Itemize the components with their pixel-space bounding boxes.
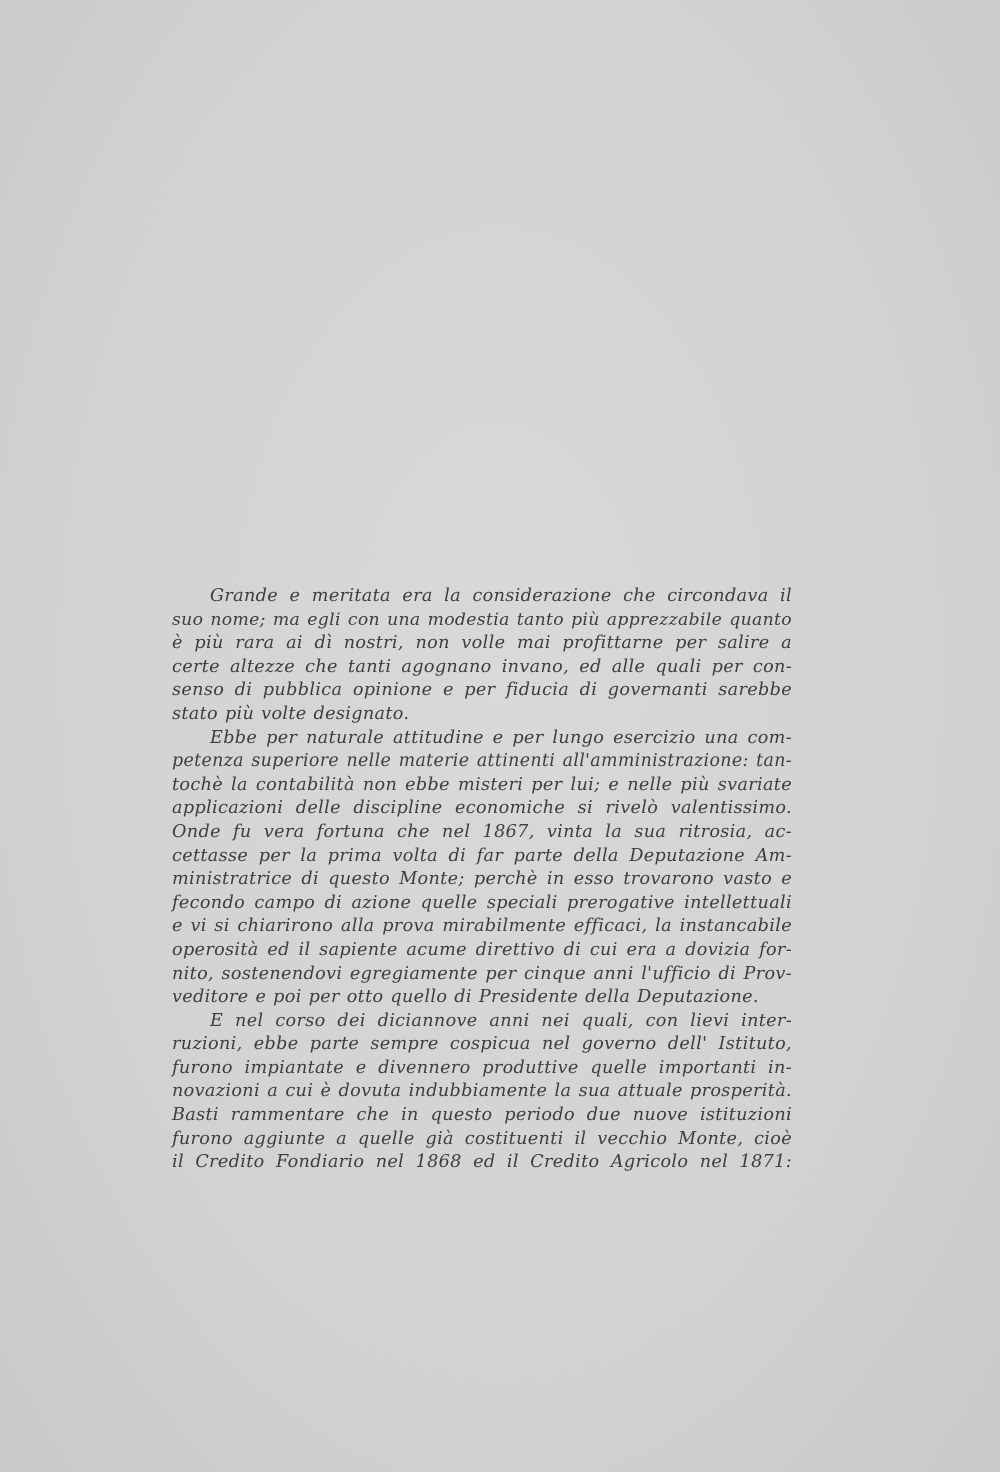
text-line: il Credito Fondiario nel 1868 ed il Credito Agricolo nel 1871: xyxy=(172,1152,792,1173)
text-line: furono impiantate e divennero produttive quelle importanti in- xyxy=(172,1057,792,1078)
text-line: Basti rammentare che in questo periodo due nuove istituzioni xyxy=(172,1105,792,1126)
text-line: senso di pubblica opinione e per fiducia di governanti sarebbe xyxy=(172,680,792,701)
text-line: ministratrice di questo Monte; perchè in esso trovarono vasto e xyxy=(172,869,792,890)
text-line: applicazioni delle discipline economiche si rivelò valentissimo. xyxy=(172,798,792,819)
text-line: operosità ed il sapiente acume direttivo di cui era a dovizia for- xyxy=(172,939,792,960)
paragraph-3 xyxy=(172,1010,792,1175)
text-line: stato più volte designato. xyxy=(172,703,410,724)
paragraph-1 xyxy=(172,585,792,727)
text-line: Ebbe per naturale attitudine e per lungo esercizio una com- xyxy=(210,727,792,748)
text-line: petenza superiore nelle materie attinenti all'amministrazione: tan- xyxy=(172,751,792,772)
text-line: nito, sostenendovi egregiamente per cinque anni l'ufficio di Prov- xyxy=(172,963,792,984)
text-line: ruzioni, ebbe parte sempre cospicua nel governo dell' Istituto, xyxy=(172,1034,792,1055)
text-line: cettasse per la prima volta di far parte della Deputazione Am- xyxy=(172,845,792,866)
text-line: Grande e meritata era la considerazione che circondava il xyxy=(210,586,792,606)
text-line: è più rara ai dì nostri, non volle mai profittarne per salire a xyxy=(172,633,792,654)
text-line: Onde fu vera fortuna che nel 1867, vinta la sua ritrosia, ac- xyxy=(172,821,792,842)
text-line: veditore e poi per otto quello di Presidente della Deputazione. xyxy=(172,987,759,1008)
body-text xyxy=(172,585,792,1175)
text-line: fecondo campo di azione quelle speciali prerogative intellettuali xyxy=(172,892,792,913)
text-line: e vi si chiarirono alla prova mirabilmente efficaci, la instancabile xyxy=(172,916,792,937)
text-line: certe altezze che tanti agognano invano, ed alle quali per con- xyxy=(172,656,792,677)
text-line: E nel corso dei diciannove anni nei quali, con lievi inter- xyxy=(210,1010,792,1031)
text-line: novazioni a cui è dovuta indubbiamente la sua attuale prosperità. xyxy=(172,1081,792,1102)
text-line: furono aggiunte a quelle già costituenti il vecchio Monte, cioè xyxy=(172,1128,792,1149)
text-line: suo nome; ma egli con una modestia tanto più apprezzabile quanto xyxy=(172,609,792,630)
paragraph-2 xyxy=(172,727,792,1010)
text-line: tochè la contabilità non ebbe misteri per lui; e nelle più svariate xyxy=(172,774,792,795)
